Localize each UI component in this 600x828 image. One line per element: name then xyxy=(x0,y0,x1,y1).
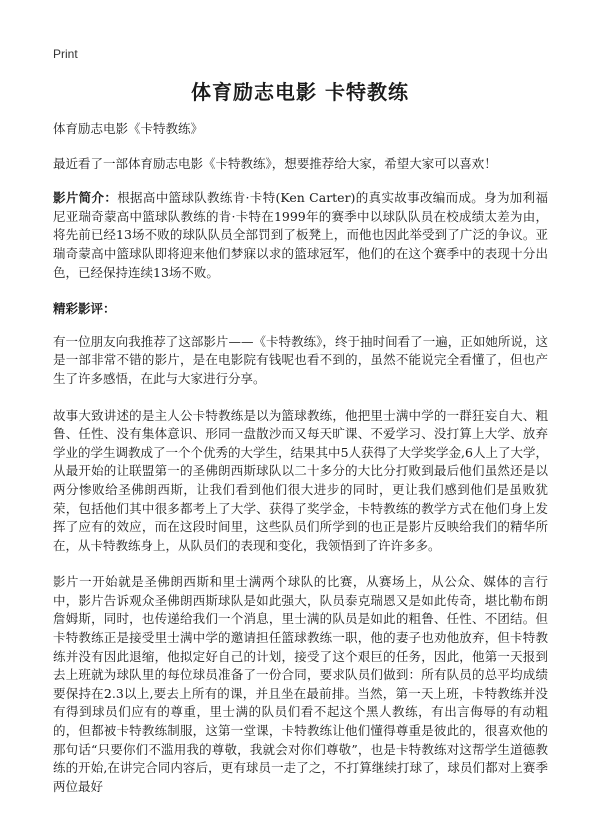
subtitle: 体育励志电影《卡特教练》 xyxy=(53,121,204,136)
page-title: 体育励志电影 卡特教练 xyxy=(191,80,409,104)
synopsis-text: 根据高中篮球队教练肯·卡特(Ken Carter)的真实故事改编而成。身为加利福尼亚瑞奇蒙高中篮球队教练的肯·卡特在1999年的赛季中以球队队员在校成绩太差为由，将先前已经13场不败的球队队员全部罚到了板凳上，而他也因此举受到了广泛的争议。亚瑞奇蒙高中篮球队即将迎来他们梦寐以求的篮球冠军，他们的在这个赛季中的表现十分出色，已经保持连续13场不败。 xyxy=(53,190,548,280)
intro-paragraph: 最近看了一部体育励志电影《卡特教练》，想要推荐给大家，希望大家可以喜欢！ xyxy=(53,155,497,171)
article-body xyxy=(53,120,548,814)
review-heading: 精彩影评： xyxy=(53,301,116,317)
synopsis-label: 影片简介： xyxy=(53,190,118,206)
review-paragraph-3: 影片一开始就是圣佛朗西斯和里士满两个球队的比赛，从赛场上，从公众、媒体的言行中，影片告诉观众圣佛朗西斯球队是如此强大，队员泰克瑞恩又是如此传奇，堪比勒布朗詹姆斯，同时，也传递给我们一个消息，里士满的队员是如此的粗鲁、任性、不团结。但卡特教练正是接受里士满中学的邀请担任篮球教练一职，他的妻子也劝他放弃，但卡特教练并没有因此退缩，他拟定好自己的计划，接受了这个艰巨的任务，因此，他第一天报到去上班就为球队里的每位球员准备了一份合同，要求队员们做到：所有队员的总平均成绩要保持在2.3以上,要去上所有的课，并且坐在最前排。当然，第一天上班，卡特教练并没有得到球员们应有的尊重，里士满的队员们看不起这个黑人教练，有出言侮辱的有动粗的，但都被卡特教练制服，这第一堂课，卡特教练让他们懂得尊重是彼此的，很喜欢他的那句话“只要你们不滥用我的尊敬，我就会对你们尊敬”，也是卡特教练对这帮学生道德教练的开始,在讲完合同内容后，更有球员一走了之，不打算继续打球了，球员们都对上赛季两位最好 xyxy=(53,574,548,794)
print-link[interactable]: Print xyxy=(53,47,78,61)
review-paragraph-1: 有一位朋友向我推荐了这部影片——《卡特教练》，终于抽时间看了一遍，正如她所说，这是一部非常不错的影片，是在电影院有钱呢也看不到的，虽然不能说完全看懂了，但也产生了许多感悟，在此与大家进行分享。 xyxy=(53,333,548,386)
review-paragraph-2: 故事大致讲述的是主人公卡特教练是以为篮球教练，他把里士满中学的一群狂妄自大、粗鲁、任性、没有集体意识、形同一盘散沙而又每天旷课、不爱学习、没打算上大学、放弃学业的学生调教成了一个个优秀的大学生，结果其中5人获得了大学奖学金,6人上了大学，从最开始的让联盟第一的圣佛朗西斯球队以二十多分的大比分打败到最后他们虽然还是以两分惨败给圣佛朗西斯，让我们看到他们很大进步的同时，更让我们感到他们是虽败犹荣，包括他们其中很多都考上了大学、获得了奖学金，卡特教练的教学方式在他们身上发挥了应有的效应，而在这段时间里，这些队员们所学到的也正是影片反映给我们的精华所在，从卡特教练身上，从队员们的表现和变化，我领悟到了许许多多。 xyxy=(53,407,548,553)
synopsis-paragraph xyxy=(53,189,548,282)
